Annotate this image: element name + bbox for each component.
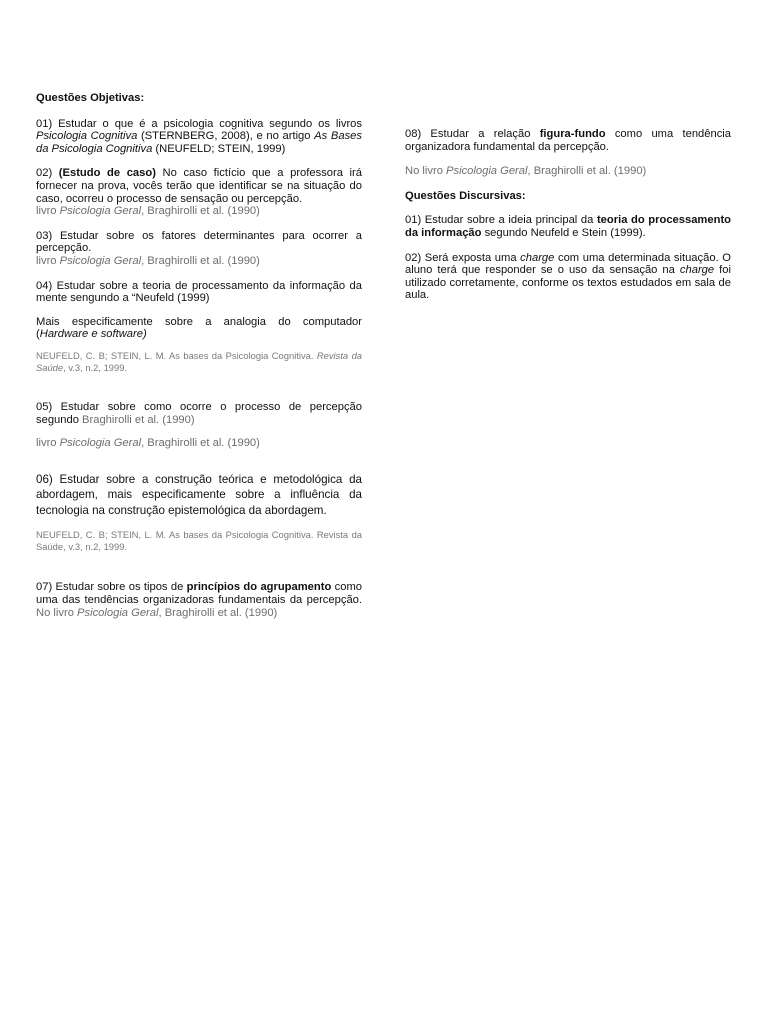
question-06-reference: NEUFELD, C. B; STEIN, L. M. As bases da Psicologia Cognitiva. Revista da Saúde, v.3, n.2, 1999.: [36, 529, 362, 553]
objective-questions-heading: Questões Objetivas:: [36, 92, 145, 104]
question-04-reference: NEUFELD, C. B; STEIN, L. M. As bases da Psicologia Cognitiva. Revista da Saúde, v.3, n.2, 1999.: [36, 349, 362, 373]
question-04-detail: Mais especificamente sobre a analogia do computador (Hardware e software): [36, 315, 362, 341]
question-01: 01) Estudar o que é a psicologia cognitiva segundo os livros Psicologia Cognitiva (STERNBERG, 2008), e no artigo As Bases da Psicologia Cognitiva (NEUFELD; STEIN, 1999): [36, 117, 362, 155]
question-08-source: No livro Psicologia Geral, Braghirolli et al. (1990): [405, 165, 647, 178]
question-08: 08) Estudar a relação figura-fundo como uma tendência organizadora fundamental da percepção.: [405, 128, 732, 153]
question-04: 04) Estudar sobre a teoria de processamento da informação da mente sengundo a “Neufeld (1999): [36, 279, 362, 305]
discursive-question-01: 01) Estudar sobre a ideia principal da teoria do processamento da informação segundo Neufeld e Stein (1999).: [405, 214, 731, 239]
question-07: 07) Estudar sobre os tipos de princípios do agrupamento como uma das tendências organizadoras fundamentais da percepção. No livro Psicologia Geral, Braghirolli et al. (1990): [36, 581, 363, 619]
discursive-question-02: 02) Será exposta uma charge com uma determinada situação. O aluno terá que responder se o uso da sensação na charge foi utilizado corretamente, conforme os textos estudados em sala de aula.: [405, 251, 731, 302]
question-05-source: livro Psicologia Geral, Braghirolli et al. (1990): [36, 437, 260, 450]
question-02-source: livro Psicologia Geral, Braghirolli et al. (1990): [36, 205, 260, 218]
question-02: 02) (Estudo de caso) No caso fictício que a professora irá fornecer na prova, vocês terão que identificar se na situação do caso, ocorreu o processo de sensação ou percepção.: [36, 167, 362, 205]
question-06: 06) Estudar sobre a construção teórica e metodológica da abordagem, mais especificamente sobre a influência da tecnologia na construção epistemológica da abordagem.: [36, 472, 362, 517]
question-03: 03) Estudar sobre os fatores determinantes para ocorrer a percepção.: [36, 229, 362, 255]
question-05: 05) Estudar sobre como ocorre o processo de percepção segundo Braghirolli et al. (1990): [36, 400, 362, 426]
question-07-source: No livro Psicologia Geral, Braghirolli et al. (1990): [36, 606, 278, 619]
question-03-source: livro Psicologia Geral, Braghirolli et al. (1990): [36, 254, 260, 267]
right-column: [405, 128, 731, 302]
left-column: [36, 92, 362, 619]
discursive-questions-heading: Questões Discursivas:: [405, 189, 526, 202]
